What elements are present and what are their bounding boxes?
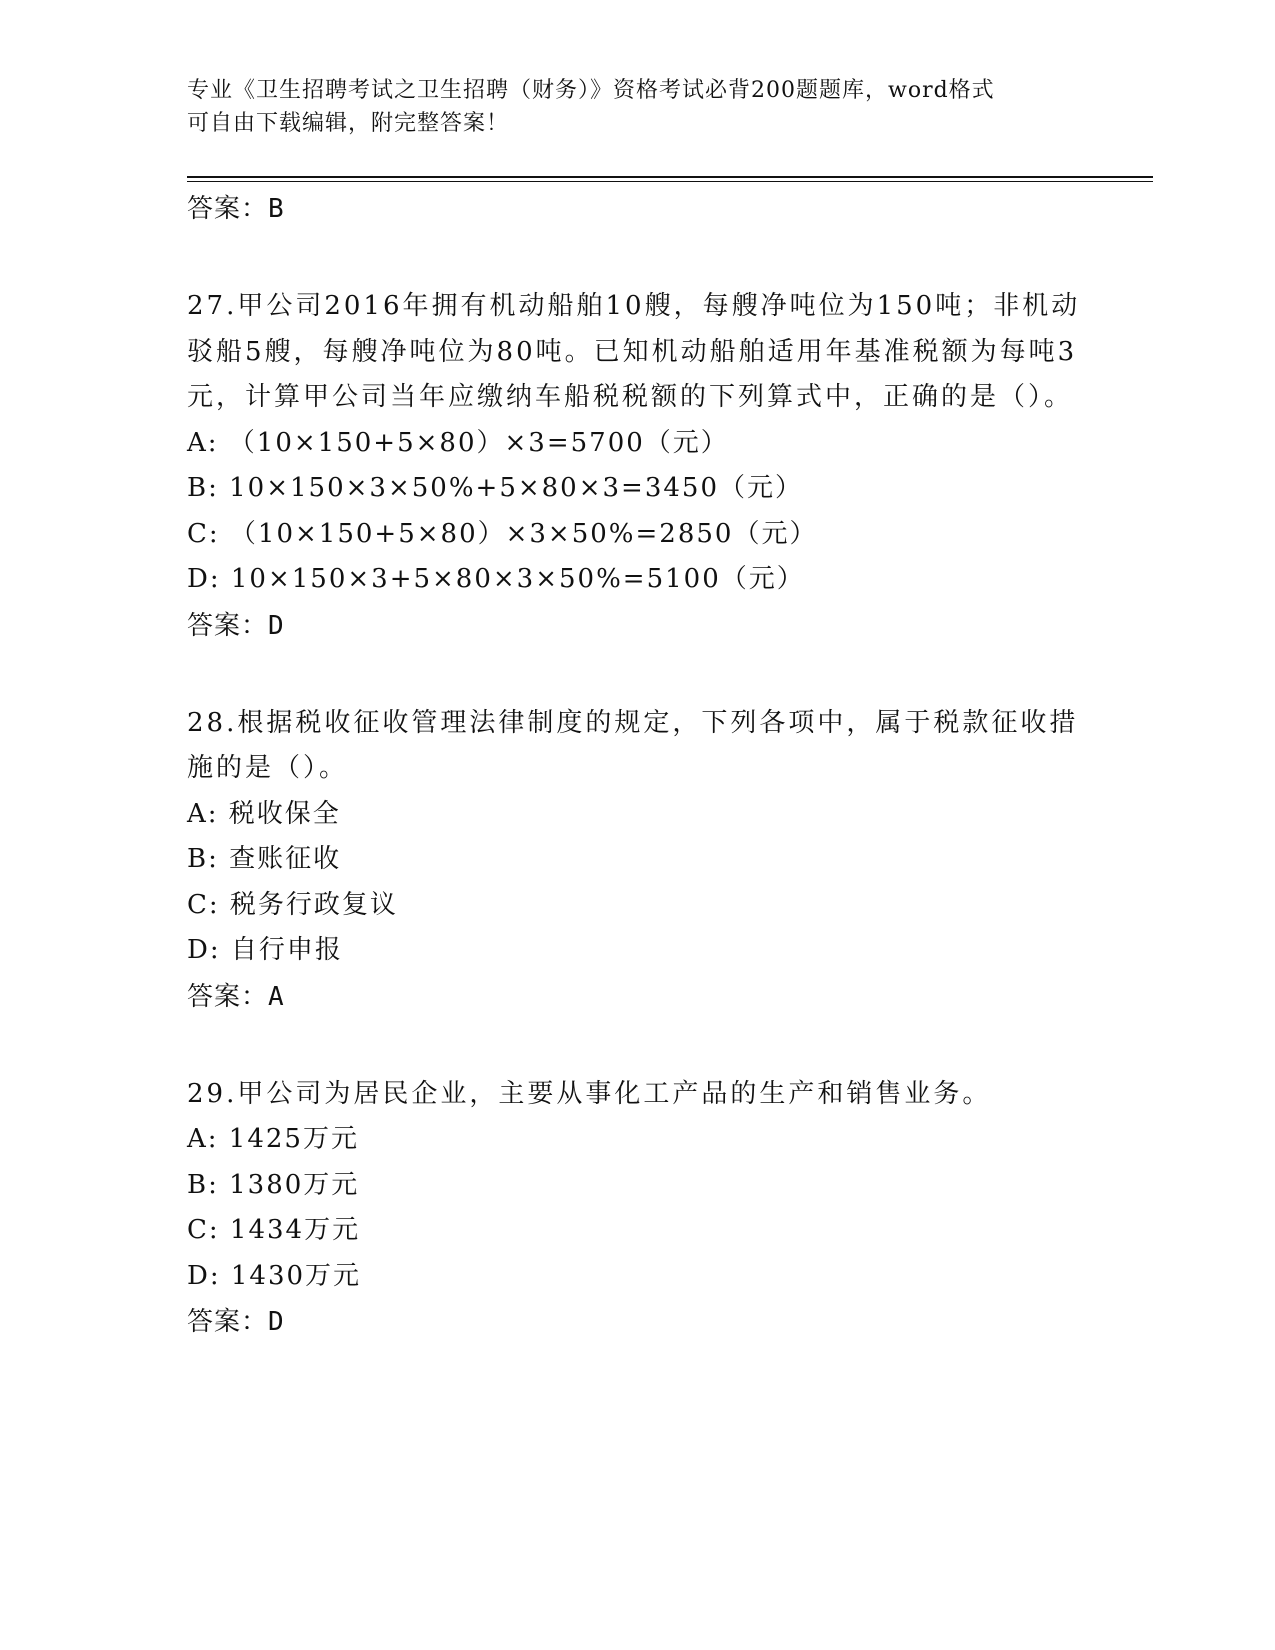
document-header xyxy=(187,74,1087,140)
question-stem: 29.甲公司为居民企业，主要从事化工产品的生产和销售业务。 xyxy=(187,1078,992,1109)
answer-line: 答案：D xyxy=(187,610,285,641)
question-stem: 27.甲公司2016年拥有机动船舶10艘，每艘净吨位为150吨；非机动驳船5艘，每艘净吨位为80吨。已知机动船舶适用年基准税额为每吨3元，计算甲公司当年应缴纳车船税税额的下列算式中，正确的是（）。 xyxy=(187,291,1081,412)
answer-line: 答案：A xyxy=(187,981,285,1012)
previous-answer: 答案：B xyxy=(187,194,285,224)
header-line-2: 可自由下载编辑，附完整答案！ xyxy=(187,111,510,136)
question-29 xyxy=(187,1072,1087,1346)
option-a: A: （10×150+5×80）×3=5700（元） xyxy=(187,427,729,458)
option-d: D: 10×150×3+5×80×3×50%=5100（元） xyxy=(187,564,805,594)
option-b: B: 1380万元 xyxy=(187,1169,360,1200)
option-a: A: 1425万元 xyxy=(187,1124,359,1154)
page-body xyxy=(187,186,1087,1345)
question-27 xyxy=(187,284,1087,649)
option-c: C: 1434万元 xyxy=(187,1215,361,1245)
question-stem: 28.根据税收征收管理法律制度的规定，下列各项中，属于税款征收措施的是（）。 xyxy=(187,707,1079,783)
answer-line: 答案：D xyxy=(187,1307,285,1337)
option-d: D: 自行申报 xyxy=(187,935,343,965)
header-line-1: 专业《卫生招聘考试之卫生招聘（财务）》资格考试必背200题题库，word格式 xyxy=(187,78,995,103)
header-divider-thin xyxy=(187,181,1153,182)
question-28 xyxy=(187,701,1087,1020)
option-c: C: 税务行政复议 xyxy=(187,889,398,920)
option-b: B: 10×150×3×50%+5×80×3=3450（元） xyxy=(187,473,804,503)
option-b: B: 查账征收 xyxy=(187,844,342,874)
header-divider-thick xyxy=(187,176,1153,178)
option-a: A: 税收保全 xyxy=(187,798,341,829)
option-d: D: 1430万元 xyxy=(187,1260,362,1291)
option-c: C: （10×150+5×80）×3×50%=2850（元） xyxy=(187,518,818,549)
